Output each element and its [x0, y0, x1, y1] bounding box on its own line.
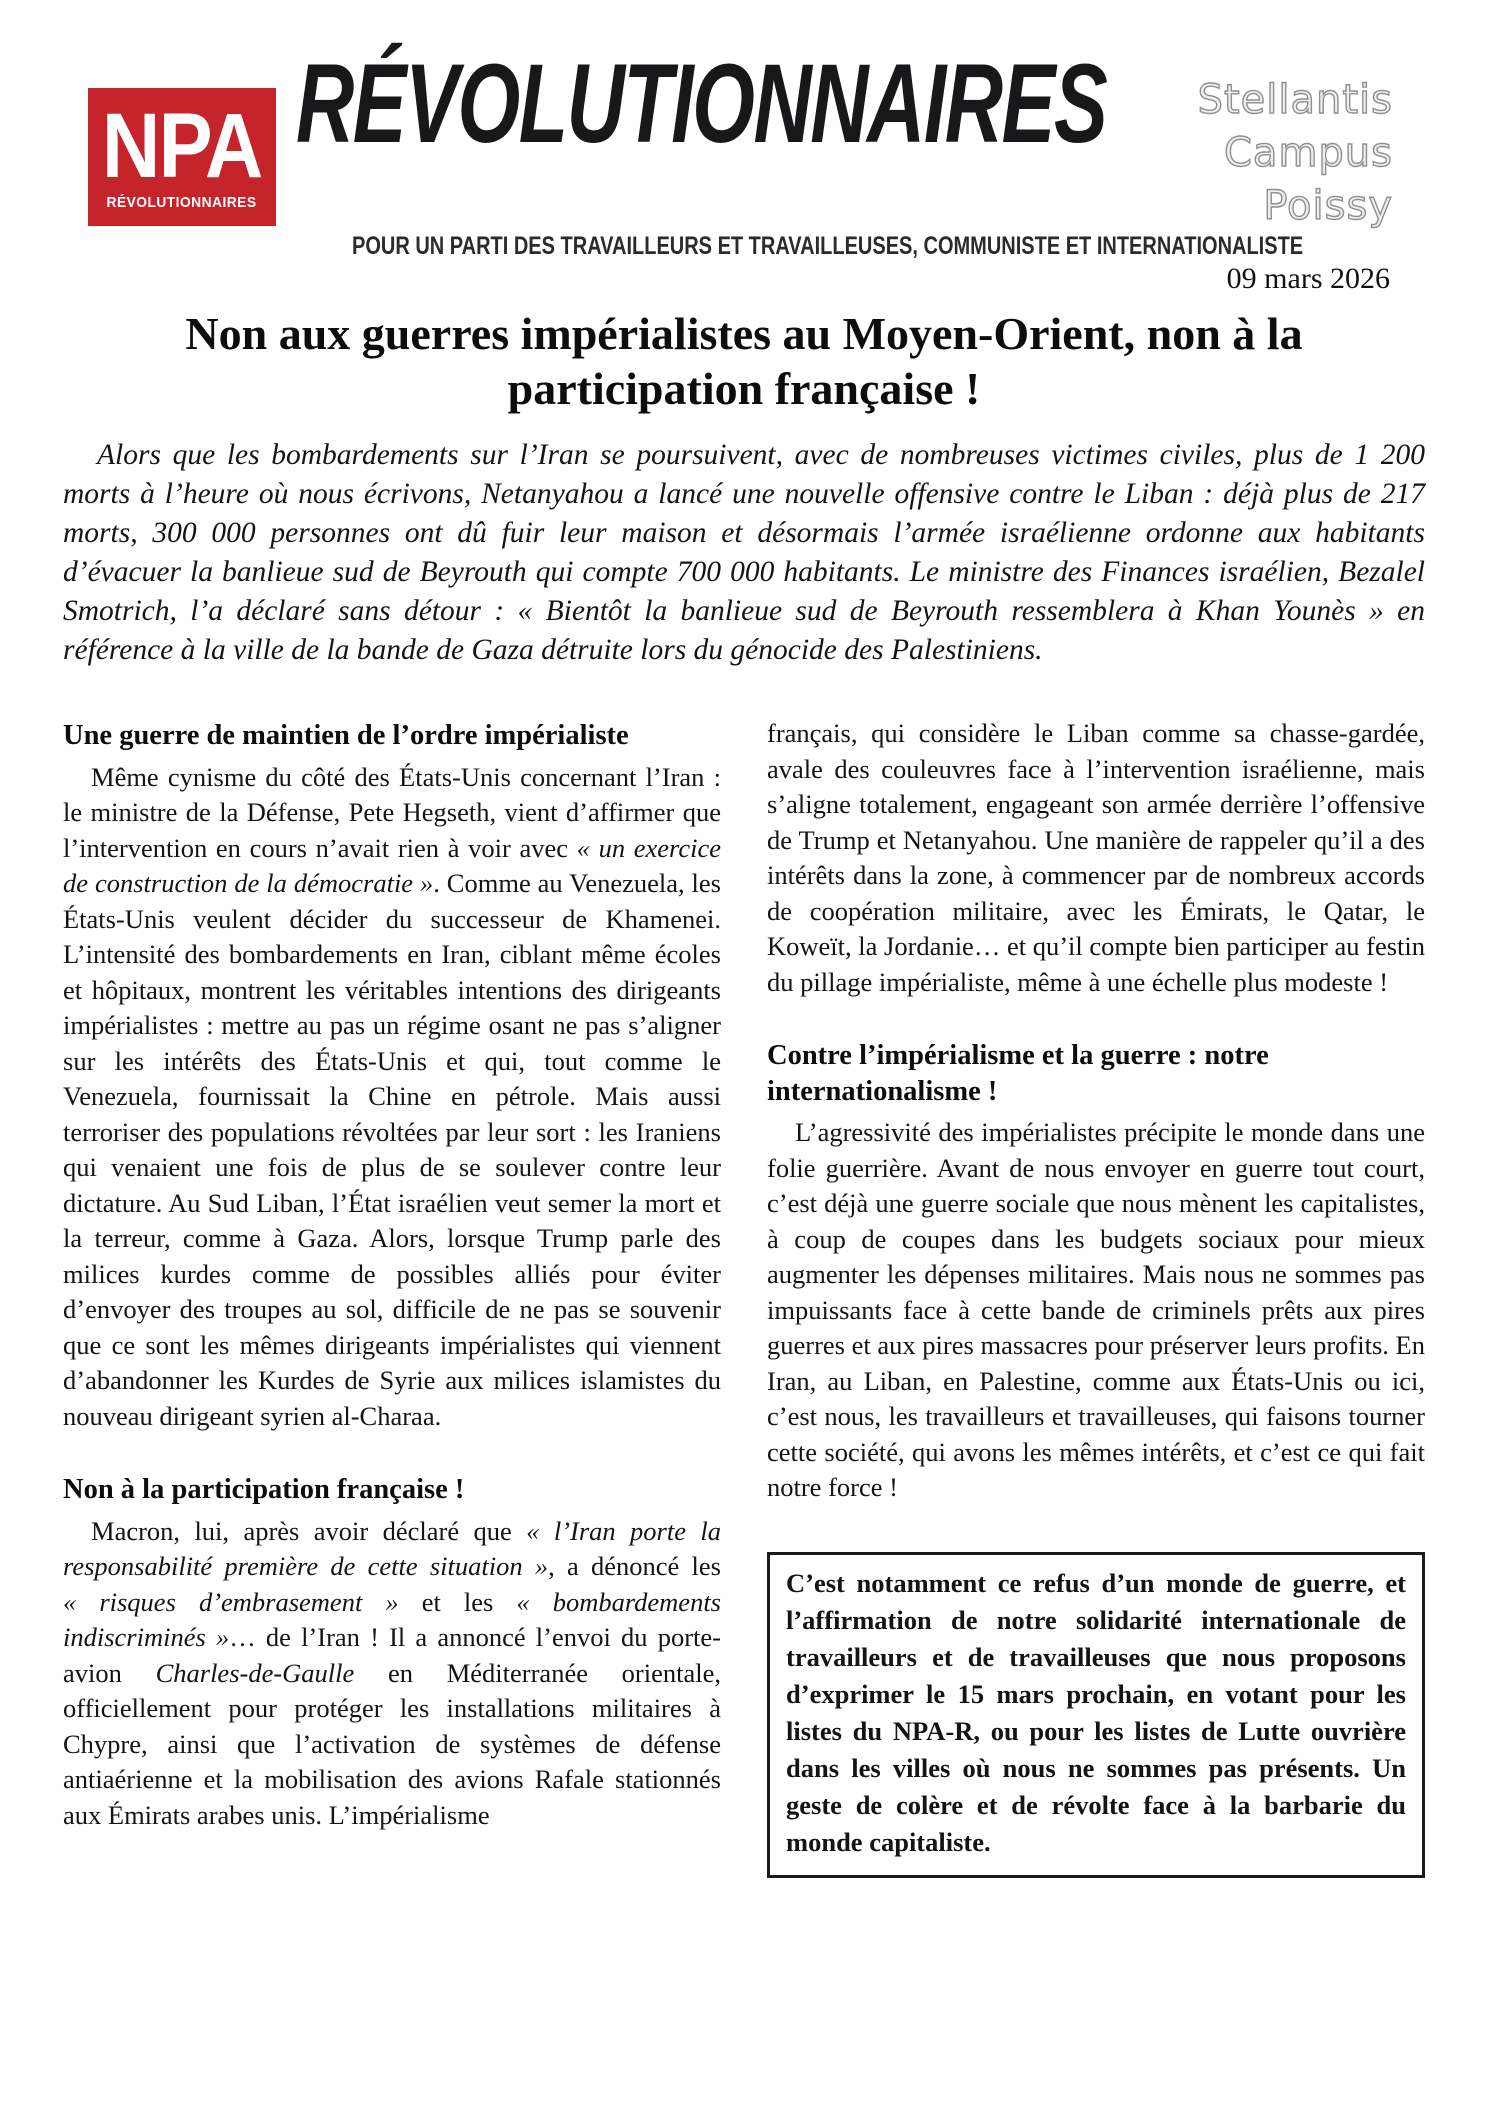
section-heading: Une guerre de maintien de l’ordre impérialiste: [63, 720, 629, 751]
section-heading: Non à la participation française !: [63, 1474, 465, 1506]
body-text: en Méditerranée orientale, officiellement pour protéger les installations militaires à Chypre, ainsi que l’activation de systèmes de défense antiaérienne et la mobilisation des avions Rafale stationnés aux Émirats arabes unis. L’impérialisme: [63, 1657, 721, 1830]
callout-box: [767, 1552, 1425, 1878]
quoted-italic-text: « un exercice de construction de la démocratie »: [63, 832, 722, 899]
npa-logo-acronym: NPA: [102, 94, 262, 197]
npa-logo-subtitle: RÉVOLUTIONNAIRES: [107, 194, 257, 212]
article: [63, 306, 1425, 1878]
body-text: français, qui considère le Liban comme sa chasse-gardée, avale des couleuvres face à l’intervention israélienne, mais s’aligne totalement, engageant son armée derrière l’offensive de Trump et Netanyahou. Une manière de rappeler qu’il a des intérêts dans la zone, à commencer par de nombreux accords de coopération militaire, avec les Émirats, le Qatar, le Koweït, la Jordanie… et qu’il compte bien participer au festin du pillage impérialiste, même à une échelle plus modeste !: [767, 718, 1425, 997]
body-text: Même cynisme du côté des États-Unis concernant l’Iran : le ministre de la Défense, Pete Hegseth, vient d’affirmer que l’intervention en cours n’avait rien à voir avec: [63, 761, 721, 863]
section-heading: Contre l’impérialisme et la guerre : notre internationalisme !: [767, 1040, 1269, 1107]
body-text: C’est notamment ce refus d’un monde de guerre, et l’affirmation de notre solidarité internationale de travailleurs et de travailleuses que nous proposons d’exprimer le 15 mars prochain, en votant pour les listes du NPA-R, ou pour les listes de Lutte ouvrière dans les villes où nous ne sommes pas présents. Un geste de colère et de révolte face à la barbarie du monde capitaliste.: [786, 1567, 1406, 1857]
edition-line-1: Stellantis: [1197, 77, 1393, 123]
body-text: … de l’Iran ! Il a annoncé l’envoi du porte-avion: [63, 1622, 721, 1688]
body-text: . Comme au Venezuela, les États-Unis veulent décider du successeur de Khamenei. L’intensité des bombardements en Iran, ciblant même écoles et hôpitaux, montrent les véritables intentions des dirigeants impérialistes : mettre au pas un régime osant ne pas s’aligner sur les intérêts des États-Unis et qui, tout comme le Venezuela, fournissait la Chine en pétrole. Mais aussi terroriser des populations révoltées par leur sort : les Iraniens qui venaient une fois de plus de se soulever contre leur dictature. Au Sud Liban, l’État israélien veut semer la mort et la terreur, comme à Gaza. Alors, lorsque Trump parle des milices kurdes comme de possibles alliés pour éviter d’envoyer des troupes au sol, difficile de ne pas se souvenir que ce sont les mêmes dirigeants impérialistes qui viennent d’abandonner les Kurdes de Syrie aux milices islamistes du nouveau dirigeant syrien al-Charaa.: [63, 868, 721, 1431]
body-paragraph: [63, 1514, 721, 1834]
body-paragraph: [767, 716, 1425, 1000]
quoted-italic-text: « risques d’embrasement »: [63, 1586, 399, 1617]
edition-location: [1198, 74, 1393, 232]
two-column-body: [63, 716, 1425, 1878]
npa-logo: [88, 88, 276, 226]
body-paragraph: [63, 760, 721, 1435]
paper-title: RÉVOLUTIONNAIRES: [296, 41, 1107, 166]
quoted-italic-text: Charles-de-Gaulle: [155, 1657, 355, 1688]
quoted-italic-text: « l’Iran porte la responsabilité première de cette situation »: [63, 1515, 722, 1582]
body-paragraph: [767, 1115, 1425, 1506]
edition-line-2: Campus: [1224, 129, 1393, 176]
quoted-italic-text: « bombardements indiscriminés »: [63, 1586, 721, 1653]
body-text: , a dénoncé les: [548, 1551, 721, 1582]
body-text: Macron, lui, après avoir déclaré que: [91, 1515, 527, 1546]
issue-date: 09 mars 2026: [1226, 262, 1390, 295]
body-text: et les: [398, 1586, 517, 1617]
column-left: [63, 716, 721, 1878]
lede-paragraph: Alors que les bombardements sur l’Iran se poursuivent, avec de nombreuses victimes civiles, plus de 1 200 morts à l’heure où nous écrivons, Netanyahou a lancé une nouvelle offensive contre le Liban : déjà plus de 217 morts, 300 000 personnes ont dû fuir leur maison et désormais l’armée israélienne ordonne aux habitants d’évacuer la banlieue sud de Beyrouth qui compte 700 000 habitants. Le ministre des Finances israélien, Bezalel Smotrich, l’a déclaré sans détour : « Bientôt la banlieue sud de Beyrouth ressemblera à Khan Younès » en référence à la ville de la bande de Gaza détruite lors du génocide des Palestiniens.: [63, 439, 1425, 667]
headline: Non aux guerres impérialistes au Moyen-Orient, non à la participation française !: [185, 308, 1303, 415]
paper-subtitle: POUR UN PARTI DES TRAVAILLEURS ET TRAVAILLEUSES, COMMUNISTE ET INTERNATIONALISTE: [352, 232, 1304, 260]
body-text: L’agressivité des impérialistes précipite le monde dans une folie guerrière. Avant de nous envoyer en guerre tout court, c’est déjà une guerre sociale que nous mènent les capitalistes, à coup de coupes dans les budgets sociaux pour mieux augmenter les dépenses militaires. Mais nous ne sommes pas impuissants face à cette bande de criminels prêts aux pires guerres et aux pires massacres pour préserver leurs profits. En Iran, au Liban, en Palestine, comme aux États-Unis ou ici, c’est nous, les travailleurs et travailleuses, qui faisons tourner cette société, qui avons les mêmes intérêts, et c’est ce qui fait notre force !: [767, 1117, 1425, 1503]
column-right: [767, 716, 1425, 1878]
edition-line-3: Poissy: [1263, 182, 1393, 229]
